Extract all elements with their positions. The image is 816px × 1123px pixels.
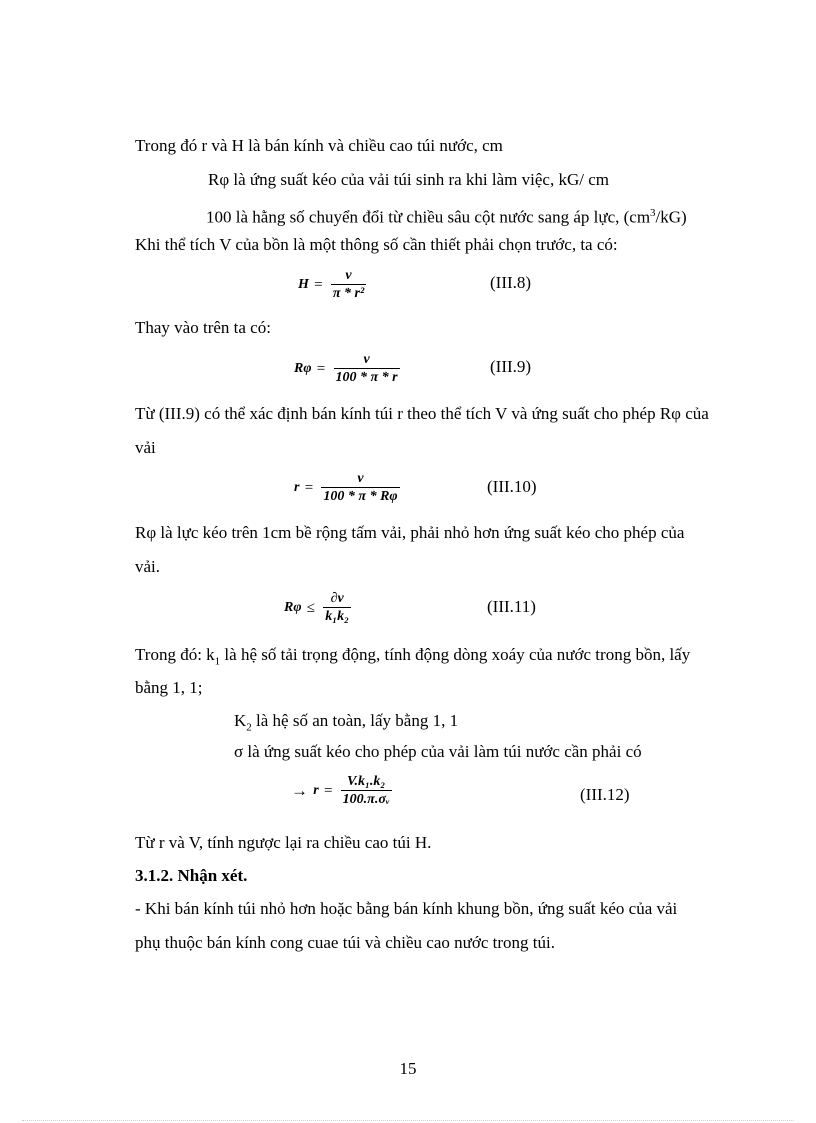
fraction [341, 774, 392, 808]
fraction-numerator: ν [345, 268, 352, 283]
equation-lhs: r [294, 480, 300, 495]
equation-lhs: Rφ [294, 361, 312, 376]
text-line-15: - Khi bán kính túi nhỏ hơn hoặc bằng bán kính khung bồn, ứng suất kéo của vải [135, 899, 678, 918]
fraction [323, 591, 351, 625]
arrow-symbol: → [291, 781, 308, 800]
superscript-3: 3 [650, 207, 656, 219]
page-number: 15 [399, 1059, 417, 1078]
text-line-3-end: /kG) [655, 207, 687, 227]
text-line-14: Từ r và V, tính ngược lại ra chiều cao túi H. [135, 833, 432, 852]
fraction [331, 268, 366, 302]
equation-operator: ≤ [306, 599, 316, 616]
fraction-numerator: ∂ν [330, 591, 344, 606]
page-footer-divider [22, 1120, 794, 1121]
text-line-1: Trong đó r và H là bán kính và chiều cao túi nước, cm [135, 136, 503, 155]
equation-lhs: r [313, 783, 319, 798]
text-line-11: bằng 1, 1; [135, 678, 203, 697]
equation-operator: = [323, 782, 333, 799]
fraction [321, 471, 399, 505]
text-line-10-start: Trong đó: k [135, 645, 215, 664]
equation-lhs: H [298, 277, 309, 292]
text-line-12 [234, 711, 458, 737]
equation-iii-11 [284, 591, 351, 625]
equation-iii-12 [290, 774, 392, 808]
fraction-denominator: π * r² [332, 286, 365, 301]
text-line-12-end: là hệ số an toàn, lấy bằng 1, 1 [251, 711, 459, 730]
equation-label-iii-12: (III.12) [580, 785, 630, 804]
fraction-numerator: ν [363, 352, 370, 367]
fraction-numerator: V.k₁.k₂ [346, 774, 386, 789]
equation-iii-9 [294, 352, 400, 386]
equation-label-iii-11: (III.11) [487, 597, 536, 616]
fraction-numerator: ν [357, 471, 364, 486]
fraction-denominator: 100.π.σᵥ [342, 792, 390, 807]
text-line-2: Rφ là ứng suất kéo của vải túi sinh ra khi làm việc, kG/ cm [208, 170, 609, 189]
equation-operator: = [304, 479, 314, 496]
text-line-9: vải. [135, 557, 161, 576]
text-line-16: phụ thuộc bán kính cong cuae túi và chiều cao nước trong túi. [135, 933, 555, 952]
equation-iii-10 [294, 471, 400, 505]
text-line-3-main: 100 là hằng số chuyển đổi từ chiều sâu cột nước sang áp lực, (cm [206, 207, 651, 227]
text-line-12-start: K [234, 711, 247, 730]
fraction-denominator: k₁k₂ [325, 609, 350, 624]
equation-lhs: Rφ [284, 600, 302, 615]
text-line-10-end: là hệ số tải trọng động, tính động dòng xoáy của nước trong bồn, lấy [220, 645, 691, 664]
fraction-denominator: 100 * π * r [335, 370, 398, 385]
section-heading: 3.1.2. Nhận xét. [135, 866, 248, 885]
equation-label-iii-10: (III.10) [487, 477, 537, 496]
text-line-10 [135, 645, 690, 671]
subscript-1: 1 [214, 655, 221, 668]
text-line-13: σ là ứng suất kéo cho phép của vải làm túi nước cần phải có [234, 742, 642, 761]
text-line-5: Thay vào trên ta có: [135, 318, 271, 337]
equation-label-iii-8: (III.8) [490, 273, 532, 292]
text-line-7: vải [135, 438, 156, 457]
text-line-3 [206, 203, 687, 228]
subscript-2: 2 [246, 721, 252, 734]
fraction-denominator: 100 * π * Rφ [323, 489, 398, 504]
text-line-6: Từ (III.9) có thể xác định bán kính túi r theo thể tích V và ứng suất cho phép Rφ của [135, 404, 709, 423]
text-line-8: Rφ là lực kéo trên 1cm bề rộng tấm vải, phải nhỏ hơn ứng suất kéo cho phép của [135, 523, 685, 542]
fraction [334, 352, 400, 386]
equation-label-iii-9: (III.9) [490, 357, 532, 376]
text-line-4: Khi thể tích V của bồn là một thông số cần thiết phải chọn trước, ta có: [135, 235, 618, 254]
equation-iii-8 [298, 268, 366, 302]
equation-operator: = [316, 360, 326, 377]
equation-operator: = [314, 276, 323, 293]
